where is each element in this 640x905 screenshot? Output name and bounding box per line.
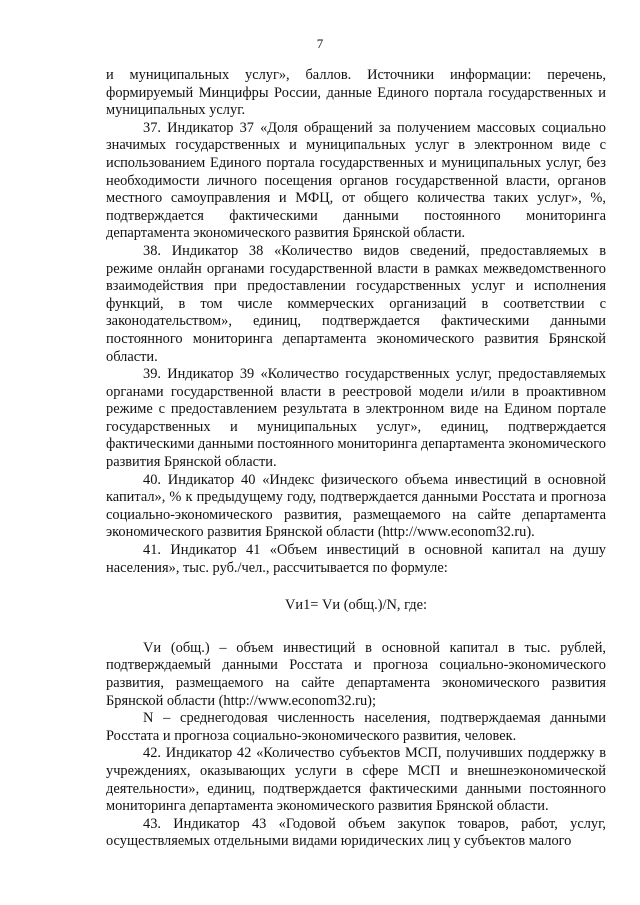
paragraph-indicator-41: 41. Индикатор 41 «Объем инвестиций в основной капитал на душу населения», тыс. руб./чел., рассчитывается по формуле: [106, 542, 606, 576]
page-number: 7 [316, 36, 324, 51]
document-body [106, 67, 606, 851]
paragraph-continued: и муниципальных услуг», баллов. Источники информации: перечень, формируемый Минцифры России, данные Единого портала государственных и муниципальных услуг. [106, 67, 606, 119]
paragraph-definition-n: N – среднегодовая численность населения, подтверждаемая данными Росстата и прогноза социально-экономического развития, человек. [106, 710, 606, 744]
formula: Vи1= Vи (общ.)/N, где: [285, 597, 427, 614]
paragraph-indicator-40: 40. Индикатор 40 «Индекс физического объема инвестиций в основной капитал», % к предыдущему году, подтверждается данными Росстата и прогноза социально-экономического развития, размещаемого на сайте департамента экономического развития Брянской области (http://www.econom32.ru). [106, 471, 606, 541]
paragraph-indicator-39: 39. Индикатор 39 «Количество государственных услуг, предоставляемых органами государственной власти в реестровой модели и/или в проактивном режиме с предоставлением результата в электронном виде на Едином портале государственных и муниципальных услуг», единиц, подтверждается фактическими данными постоянного мониторинга департамента экономического развития Брянской области. [106, 366, 606, 471]
paragraph-indicator-43: 43. Индикатор 43 «Годовой объем закупок товаров, работ, услуг, осуществляемых отдельными видами юридических лиц у субъектов малого [106, 815, 606, 850]
paragraph-indicator-37: 37. Индикатор 37 «Доля обращений за получением массовых социально значимых государственных и муниципальных услуг в электронном виде с использованием Единого портала государственных и муниципальных услуг, без необходимости личного посещения органов государственной власти, органов местного самоуправления и МФЦ, от общего количества таких услуг», %, подтверждается фактическими данными постоянного мониторинга департамента экономического развития Брянской области. [106, 119, 606, 242]
paragraph-indicator-38: 38. Индикатор 38 «Количество видов сведений, предоставляемых в режиме онлайн органами государственной власти в рамках межведомственного взаимодействия при предоставлении государственных услуг и исполнения функций, в том числе коммерческих организаций в соответствии с законодательством», единиц, подтверждается фактическими данными постоянного мониторинга департамента экономического развития Брянской области. [106, 242, 606, 365]
paragraph-indicator-42: 42. Индикатор 42 «Количество субъектов МСП, получивших поддержку в учреждениях, оказывающих услуги в сфере МСП и внешнеэкономической деятельности», единиц, подтверждается фактическими данными постоянного мониторинга департамента экономического развития Брянской области. [106, 745, 606, 815]
paragraph-definition-vi: Vи (общ.) – объем инвестиций в основной капитал в тыс. рублей, подтверждаемый данными Росстата и прогноза социально-экономического развития, размещаемого на сайте департамента экономического развития Брянской области (http://www.econom32.ru); [106, 639, 606, 709]
